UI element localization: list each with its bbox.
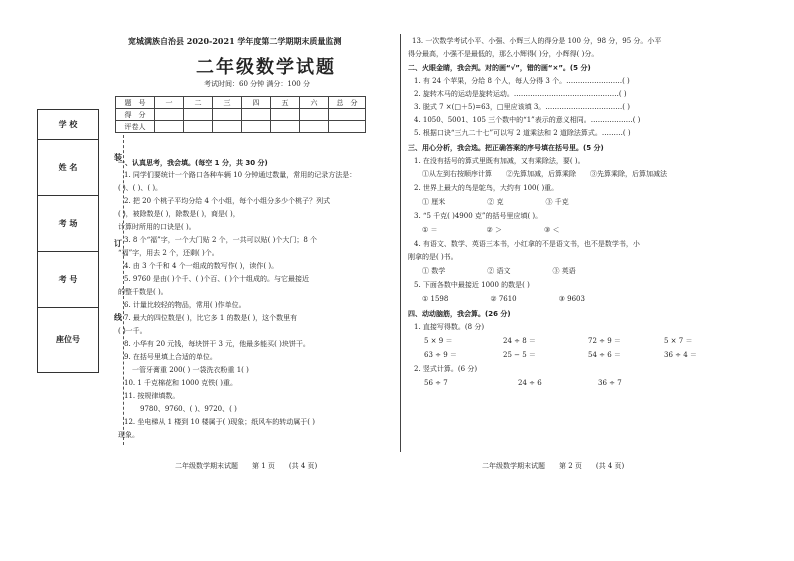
question-line: 10. 1 千克棉花和 1000 克铁( )重。	[124, 379, 237, 387]
binding-char-3: 线	[114, 313, 122, 322]
score-cell[interactable]	[184, 109, 213, 121]
calc-problem: 5 × 9 ＝	[424, 337, 453, 345]
question-line: ( )，被除数是( )，除数是( )，商是( )，	[118, 210, 240, 218]
calc-subtitle: 2. 竖式计算。(6 分)	[414, 365, 478, 373]
col-header: 三	[213, 97, 242, 109]
exam-number-label: 考 号	[38, 252, 98, 308]
section-4-title: 四、动动脑筋，我会算。(26 分)	[408, 310, 511, 318]
calc-problem: 72 ÷ 9 ＝	[588, 337, 621, 345]
row-header: 得 分	[116, 109, 155, 121]
calc-problem: 24 ÷ 6	[518, 379, 542, 387]
question-line: 4. 由 3 个千和 4 个一组成的数写作( )，读作( )。	[124, 262, 279, 270]
subject-title: 二年级数学试题	[196, 57, 336, 78]
grader-cell[interactable]	[213, 121, 242, 133]
choice-options: ①从左到右按顺序计算 ②先算加减，后算乘除 ③先算乘除，后算加减法	[422, 170, 667, 178]
judge-item: 4. 1050、5001、105 三个数中的“1”表示的意义相同。………………( )	[414, 116, 641, 124]
question-line: 7. 最大的四位数是( )，比它多 1 的数是( )，这个数里有	[124, 314, 298, 322]
col-header: 二	[184, 97, 213, 109]
judge-item: 5. 根据口诀“三九二十七”可以写 2 道乘法和 2 道除法算式。………( )	[414, 129, 631, 137]
choice-line: 2. 世界上最大的鸟是鸵鸟，大约有 100( )重。	[414, 184, 559, 192]
choice-line: 4. 有语文、数学、英语三本书，小红拿的不是语文书，也不是数学书，小	[414, 240, 640, 248]
choice-options: ① ＝ ② ＞ ③ ＜	[422, 226, 560, 234]
question-line: 计算时所用的口诀是( )。	[118, 223, 196, 231]
exam-room-label: 考 场	[38, 196, 98, 252]
grader-cell[interactable]	[329, 121, 366, 133]
grader-cell[interactable]	[184, 121, 213, 133]
calc-problem: 56 ÷ 7	[424, 379, 448, 387]
section-2-title: 二、火眼金睛，我会判。对的画“√”，错的画“×”。(5 分)	[408, 64, 591, 72]
section-3-title: 三、用心分析，我会选。把正确答案的序号填在括号里。(5 分)	[408, 144, 604, 152]
choice-options: ① 厘米 ② 克 ③ 千克	[422, 198, 569, 206]
exam-title: 宽城满族自治县 2020-2021 学年度第二学期期末质量监测	[128, 36, 342, 46]
row-header: 题 号	[116, 97, 155, 109]
choice-line: 3. “5 千克( )4900 克”的括号里应填( )。	[414, 212, 543, 220]
question-line: 1. 同学们要统计一个路口各种车辆 10 分钟通过数量，常用的记录方法是：	[124, 171, 357, 179]
question-line: “福”字，用去 2 个，还剩( )个。	[118, 249, 219, 257]
question-line: 11. 按规律填数。	[124, 392, 180, 400]
calc-problem: 63 ÷ 9 ＝	[424, 351, 457, 359]
question-line: 3. 8 个“福”字，一个大门贴 2 个，一共可以贴( )个大门；8 个	[124, 236, 318, 244]
calc-problem: 25 − 5 ＝	[503, 351, 536, 359]
question-line: ( )、( )、( )。	[118, 184, 163, 192]
question-line: 12. 坐电梯从 1 楼到 10 楼属于( )现象；纸风车的转动属于( )	[124, 418, 315, 426]
col-header: 一	[155, 97, 184, 109]
judge-item: 3. 脱式 7 ×(□＋5)=63，□里应该填 3。……………………………( )	[414, 103, 630, 111]
calc-problem: 54 ÷ 6 ＝	[588, 351, 621, 359]
choice-options: ① 1598 ② 7610 ③ 9603	[422, 295, 585, 303]
grader-cell[interactable]	[242, 121, 271, 133]
question-line: 一管牙膏重 200( ) 一袋洗衣粉重 1( )	[132, 366, 249, 374]
score-table-row	[116, 121, 366, 133]
row-header: 评卷人	[116, 121, 155, 133]
question-line: 9. 在括号里填上合适的单位。	[124, 353, 217, 361]
col-header: 总 分	[329, 97, 366, 109]
score-cell[interactable]	[155, 109, 184, 121]
col-header: 五	[271, 97, 300, 109]
question-line: 6. 计量比较轻的物品，常用( )作单位。	[124, 301, 246, 309]
question-line: 现象。	[118, 431, 139, 439]
grader-cell[interactable]	[155, 121, 184, 133]
col-header: 六	[300, 97, 329, 109]
choice-line: 1. 在没有括号的算式里既有加减，又有乘除法，要( )。	[414, 157, 585, 165]
right-page-footer: 二年级数学期末试题 第 2 页 (共 4 页)	[482, 462, 625, 470]
question-line: 的整千数是( )。	[118, 288, 168, 296]
question-line: ( )一千。	[118, 327, 147, 335]
judge-item: 2. 旋转木马的运动是旋转运动。………………………………………( )	[414, 90, 627, 98]
question-line: 9780、9760、( )、9720、( )	[140, 405, 237, 413]
score-table-row	[116, 109, 366, 121]
score-cell[interactable]	[242, 109, 271, 121]
question-line: 13. 一次数学考试小平、小强、小辉三人的得分是 100 分，98 分，95 分。小平	[412, 37, 662, 45]
calc-problem: 36 ÷ 4 ＝	[664, 351, 697, 359]
col-header: 四	[242, 97, 271, 109]
seat-number-label: 座位号	[56, 335, 80, 344]
grader-cell[interactable]	[271, 121, 300, 133]
question-line: 得分最高，小强不是最低的，那么小辉得( )分，小辉得( )分。	[408, 50, 599, 58]
choice-line: 5. 下面各数中最接近 1000 的数是( )	[414, 281, 530, 289]
page-divider	[400, 34, 401, 452]
score-table	[115, 96, 366, 133]
choice-options: ① 数学 ② 语文 ③ 英语	[422, 267, 576, 275]
binding-char-2: 订	[114, 239, 122, 248]
exam-info: 考试时间：60 分钟 满分：100 分	[204, 80, 310, 88]
score-cell[interactable]	[271, 109, 300, 121]
student-info-box	[37, 109, 99, 373]
calc-problem: 5 × 7 ＝	[664, 337, 693, 345]
school-label: 学 校	[38, 110, 98, 140]
left-page-footer: 二年级数学期末试题 第 1 页 (共 4 页)	[175, 462, 318, 470]
calc-problem: 24 ÷ 8 ＝	[503, 337, 536, 345]
score-table-row	[116, 97, 366, 109]
score-cell[interactable]	[300, 109, 329, 121]
choice-line: 刚拿的是( )书。	[408, 253, 458, 261]
calc-problem: 36 ÷ 7	[598, 379, 622, 387]
judge-item: 1. 有 24 个苹果，分给 8 个人，每人分得 3 个。……………………( )	[414, 77, 630, 85]
calc-subtitle: 1. 直接写得数。(8 分)	[414, 323, 485, 331]
question-line: 8. 小华有 20 元钱，每块饼干 3 元，他最多能买( )块饼干。	[124, 340, 310, 348]
score-cell[interactable]	[213, 109, 242, 121]
name-label: 姓 名	[38, 140, 98, 196]
binding-char-1: 装	[114, 153, 122, 162]
grader-cell[interactable]	[300, 121, 329, 133]
score-cell[interactable]	[329, 109, 366, 121]
question-line: 5. 9760 是由( )个千、( )个百、( )个十组成的。与它最接近	[124, 275, 310, 283]
question-line: 2. 把 20 个桃子平均分给 4 个小组，每个小组分多少个桃子？列式	[124, 197, 331, 205]
section-1-title: 一、认真思考，我会填。(每空 1 分，共 30 分)	[118, 159, 268, 167]
